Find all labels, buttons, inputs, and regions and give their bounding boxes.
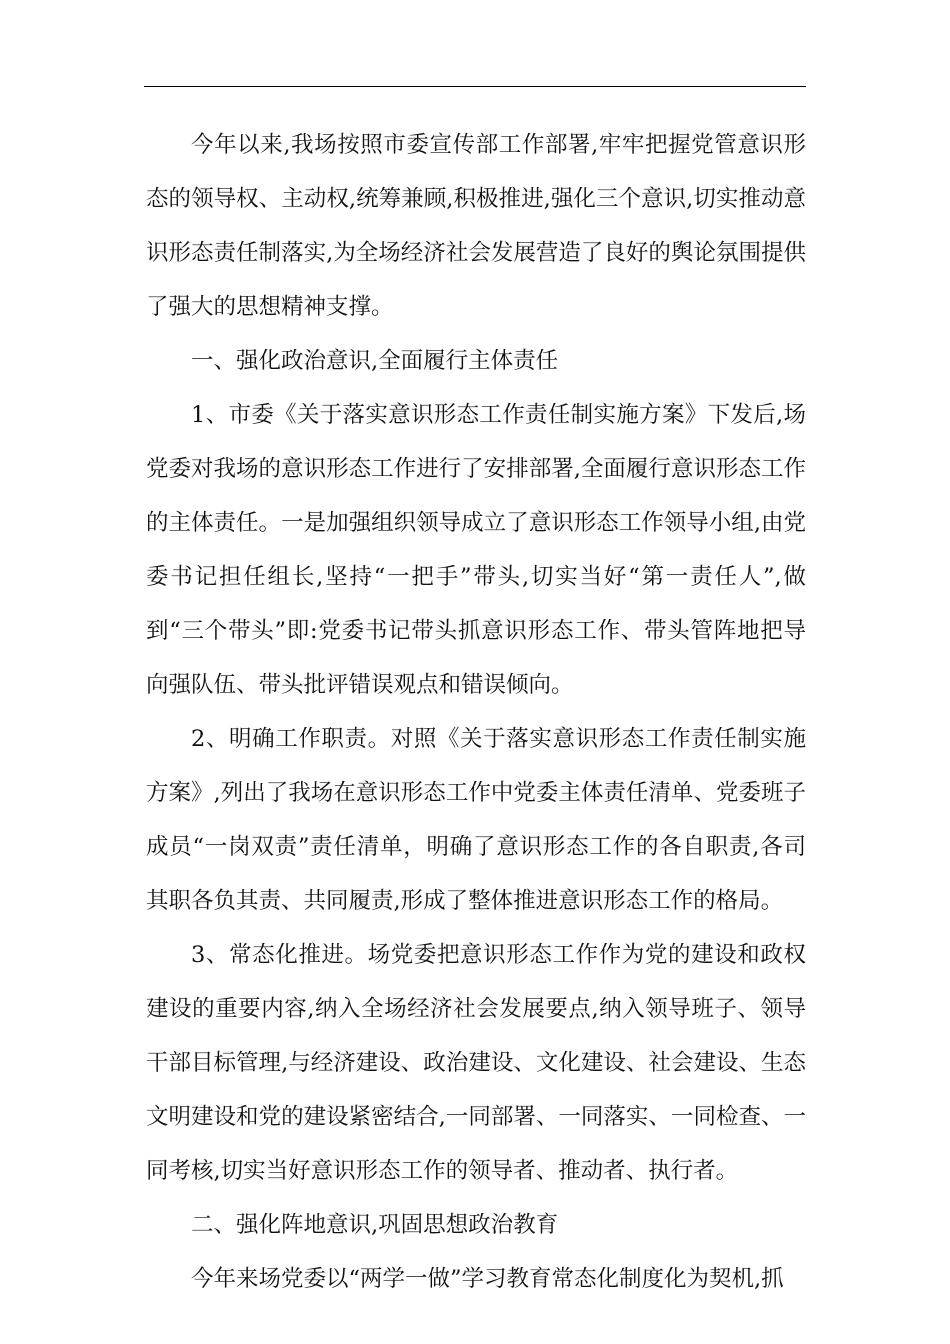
intro-paragraph: 今年以来,我场按照市委宣传部工作部署,牢牢把握党管意识形态的领导权、主动权,统筹兼顾,积极推进,强化三个意识,切实推动意识形态责任制落实,为全场经济社会发展营造了良好的舆论氛围提供了强大的思想精神支撑。 (146, 132, 806, 320)
item-paragraph-2: 2、明确工作职责。对照《关于落实意识形态工作责任制实施方案》,列出了我场在意识形态工作中党委主体责任清单、党委班子成员“一岗双责”责任清单，明确了意识形态工作的各自职责,各司其职各负其责、共同履责,形成了整体推进意识形态工作的格局。 (146, 726, 806, 914)
item-paragraph-1: 1、市委《关于落实意识形态工作责任制实施方案》下发后,场党委对我场的意识形态工作进行了安排部署,全面履行意识形态工作的主体责任。一是加强组织领导成立了意识形态工作领导小组,由党委书记担任组长,坚持“一把手”带头,切实当好“第一责任人”,做到“三个带头”即:党委书记带头抓意识形态工作、带头管阵地把导向强队伍、带头批评错误观点和错误倾向。 (146, 402, 806, 698)
item-paragraph-3: 3、常态化推进。场党委把意识形态工作作为党的建设和政权建设的重要内容,纳入全场经济社会发展要点,纳入领导班子、领导干部目标管理,与经济建设、政治建设、文化建设、社会建设、生态文明建设和党的建设紧密结合,一同部署、一同落实、一同检查、一同考核,切实当好意识形态工作的领导者、推动者、执行者。 (146, 942, 806, 1184)
body-paragraph: 今年来场党委以“两学一做”学习教育常态化制度化为契机,抓 (191, 1266, 784, 1292)
section-heading-2: 二、强化阵地意识,巩固思想政治教育 (191, 1212, 559, 1238)
section-heading-1: 一、强化政治意识,全面履行主体责任 (191, 348, 559, 374)
document-body (146, 118, 806, 1306)
header-rule (144, 86, 806, 87)
